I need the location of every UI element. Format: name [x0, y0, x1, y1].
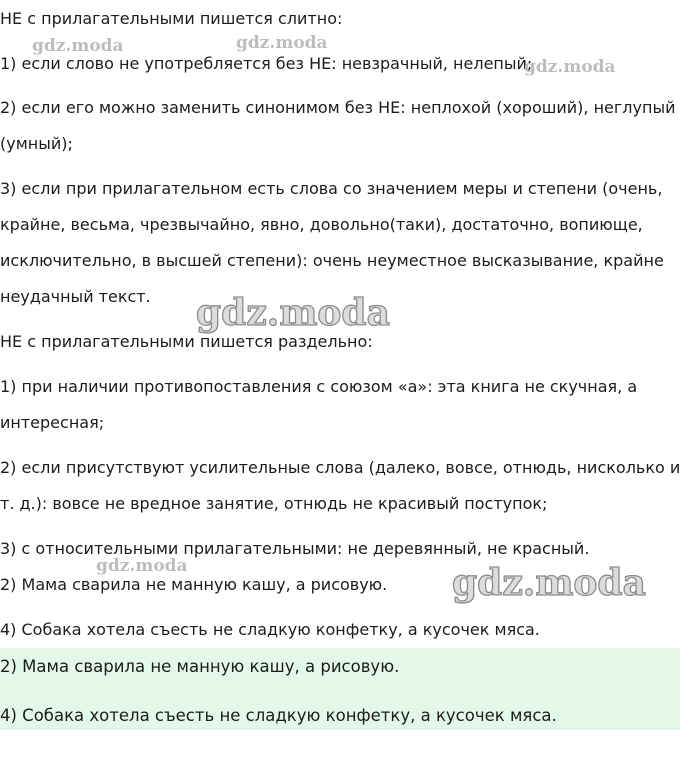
watermark: gdz.moda — [452, 562, 646, 604]
rule-separate-2-line1: 2) если присутствуют усилительные слова (далеко, вовсе, отнюдь, нисколько и — [0, 458, 680, 477]
rule-separate-3: 3) с относительными прилагательными: не деревянный, не красный. — [0, 539, 590, 558]
rule-together-3-line3: исключительно, в высшей степени): очень неуместное высказывание, крайне — [0, 251, 664, 270]
rule-together-3-line4: неудачный текст. — [0, 287, 151, 306]
answer-line-2: 4) Собака хотела съесть не сладкую конфетку, а кусочек мяса. — [0, 706, 557, 725]
rule-together-3-line2: крайне, весьма, чрезвычайно, явно, довольно(таки), достаточно, вопиюще, — [0, 215, 643, 234]
rule-separate-2-line2: т. д.): вовсе не вредное занятие, отнюдь не красивый поступок; — [0, 494, 548, 513]
watermark: gdz.moda — [524, 57, 616, 77]
example-4: 4) Собака хотела съесть не сладкую конфетку, а кусочек мяса. — [0, 620, 540, 639]
answer-line-1: 2) Мама сварила не манную кашу, а рисовую. — [0, 657, 400, 676]
watermark: gdz.moda — [96, 556, 188, 576]
rule-together-3-line1: 3) если при прилагательном есть слова со значением меры и степени (очень, — [0, 179, 663, 198]
rule-separate-1-line1: 1) при наличии противопоставления с союзом «а»: эта книга не скучная, а — [0, 377, 638, 396]
heading-together: НЕ с прилагательными пишется слитно: — [0, 9, 343, 28]
rule-together-2-line2: (умный); — [0, 134, 73, 153]
watermark: gdz.moda — [236, 33, 328, 53]
rule-together-1: 1) если слово не употребляется без НЕ: невзрачный, нелепый; — [0, 54, 533, 73]
rule-together-2-line1: 2) если его можно заменить синонимом без НЕ: неплохой (хороший), неглупый — [0, 98, 676, 117]
watermark: gdz.moda — [32, 36, 124, 56]
watermark: gdz.moda — [196, 292, 390, 334]
rule-separate-1-line2: интересная; — [0, 413, 105, 432]
example-2: 2) Мама сварила не манную кашу, а рисовую. — [0, 575, 388, 594]
answer-box — [0, 648, 680, 730]
heading-separate: НЕ с прилагательными пишется раздельно: — [0, 332, 373, 351]
